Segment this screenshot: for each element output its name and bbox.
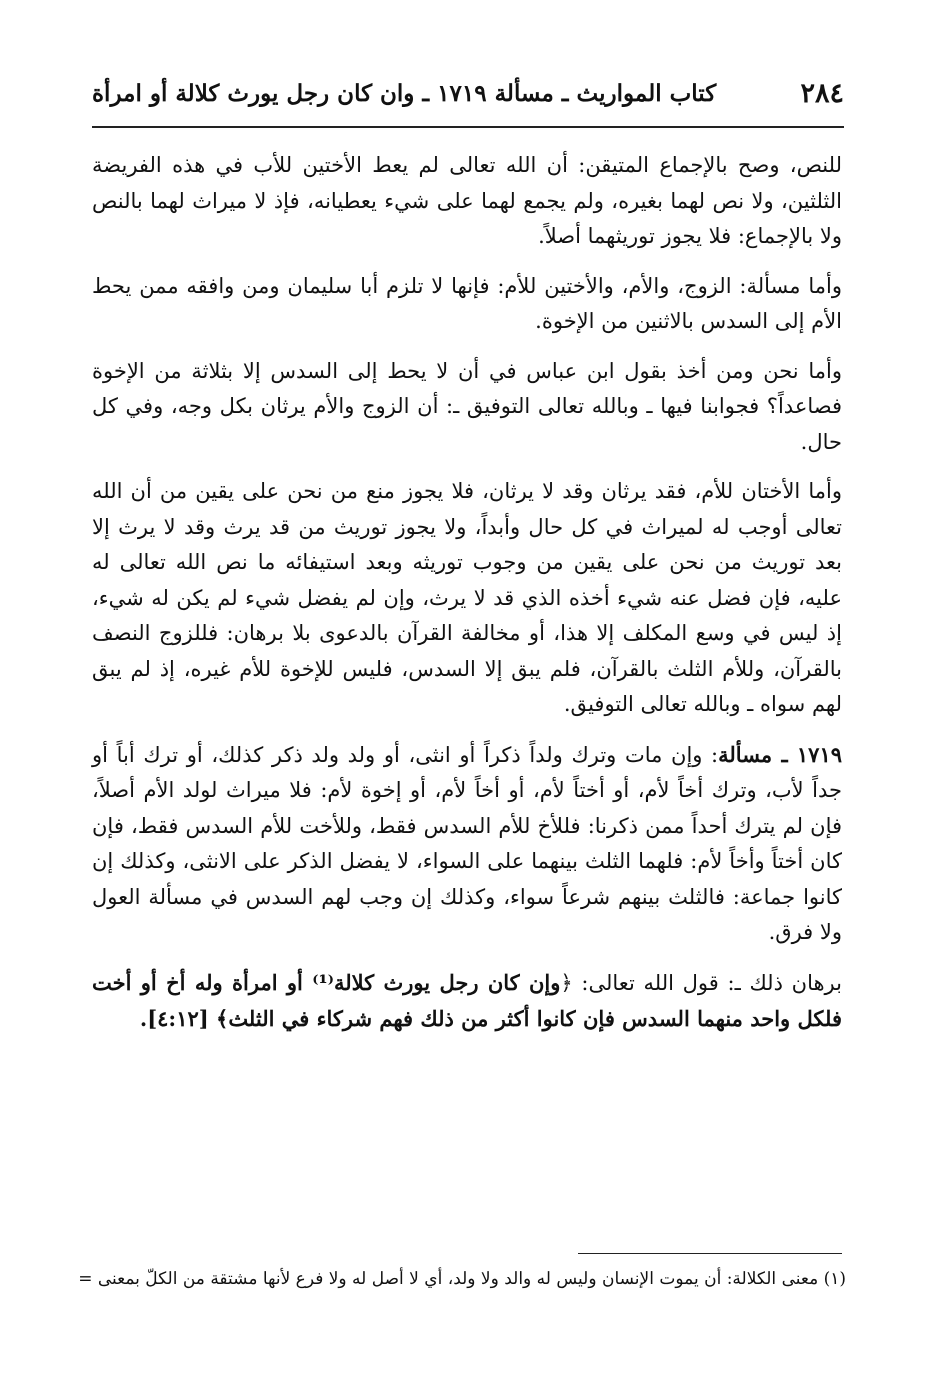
paragraph-4 — [92, 474, 842, 723]
page-number: ٢٨٤ — [800, 78, 844, 109]
paragraph-2 — [92, 269, 842, 340]
footnote: (١) معنى الكلالة: أن يموت الإنسان وليس له والد ولا ولد، أي لا أصل له ولا فرع لأنها مشتقة من الكلّ بمعنى = — [78, 1269, 846, 1289]
issue-1719-paragraph — [92, 737, 842, 951]
issue-number-heading: ١٧١٩ ـ مسألة — [718, 741, 843, 767]
running-title: كتاب المواريث ـ مسألة ١٧١٩ ـ وان كان رجل يورث كلالة أو امرأة — [92, 80, 717, 107]
page-header — [92, 74, 844, 118]
header-divider — [92, 126, 844, 128]
paragraph-1 — [92, 148, 842, 255]
paragraph-2-text: وأما مسألة: الزوج، والأم، والأختين للأم: فإنها لا تلزم أبا سليمان ومن وافقه ممن يحط الأم إلى السدس بالاثنين من الإخوة. — [92, 273, 842, 333]
verse-reference: ﴾ [٤:١٢]. — [139, 1006, 229, 1031]
paragraph-3-text: وأما نحن ومن أخذ بقول ابن عباس في أن لا يحط إلى السدس إلا بثلاثة من الإخوة فصاعداً؟ فجوابنا فيها ـ وبالله تعالى التوفيق ـ: أن الزوج والأم يرثان بكل وجه، وفي كل حال. — [92, 358, 842, 454]
main-text — [92, 148, 842, 1052]
paragraph-1-text: للنص، وصح بالإجماع المتيقن: أن الله تعالى لم يعط الأختين للأب في هذه الفريضة الثلثين، ولا نص لهما بغيره، ولم يجمع لهما على شيء يعطيانه، فإذ لا ميراث لهما بالنص ولا بالإجماع: فلا يجوز توريثهما أصلاً. — [92, 153, 842, 248]
paragraph-4-text: وأما الأختان للأم، فقد يرثان وقد لا يرثان، فلا يجوز منع من نحن على يقين من أن الله تعالى أوجب له لميراث في كل حال وأبداً، ولا يجوز توريث من قد يرث وقد لا يرث إلا بعد توريث من نحن على يقين من وجوب توريثه وبعد استيفائه ما نص الله تعالى له عليه، فإن فضل عنه شيء أخذه الذي قد لا يرث، وإن لم يفضل شيء لم يكن له شيء، إذ ليس في وسع المكلف إلا هذا، أو مخالفة القرآن بالدعوى بلا برهان: فللزوج النصف بالقرآن، وللأم الثلث بالقرآن، فلم يبق إلا السدس، فليس للإخوة للأم غيره، إذ لم يبق لهم سواه ـ وبالله تعالى التوفيق. — [92, 479, 842, 716]
proof-intro: برهان ذلك ـ: قول الله تعالى: ﴿ — [560, 970, 842, 995]
proof-paragraph — [92, 965, 842, 1038]
issue-1719-text: : وإن مات وترك ولداً ذكراً أو انثى، أو ولد ولد ذكر كذلك، أو ترك أباً أو جداً لأب، وترك أخاً لأم، أو أختاً لأم، أو أخاً لأم، أو إخوة لأم: فلا ميراث لولد الأم أصلاً، فإن لم يترك أحداً ممن ذكرنا: فللأخ للأم السدس فقط، وللأخت للأم السدس فقط، فإن كان أختاً وأخاً لأم: فلهما الثلث بينهما على السواء، لا يفضل الذكر على الانثى، وكذلك إن كانوا جماعة: فالثلث بينهم شرعاً سواء، وكذلك إن وجب لهم السدس في مسألة العول ولا فرق. — [92, 742, 842, 944]
footnote-divider — [578, 1253, 842, 1254]
quran-verse: وإن كان رجل يورث كلالة⁽¹⁾ أو امرأة وله أخ أو أخت فلكل واحد منهما السدس فإن كانوا أكثر من ذلك فهم شركاء في الثلث — [92, 969, 842, 1031]
paragraph-3 — [92, 354, 842, 461]
